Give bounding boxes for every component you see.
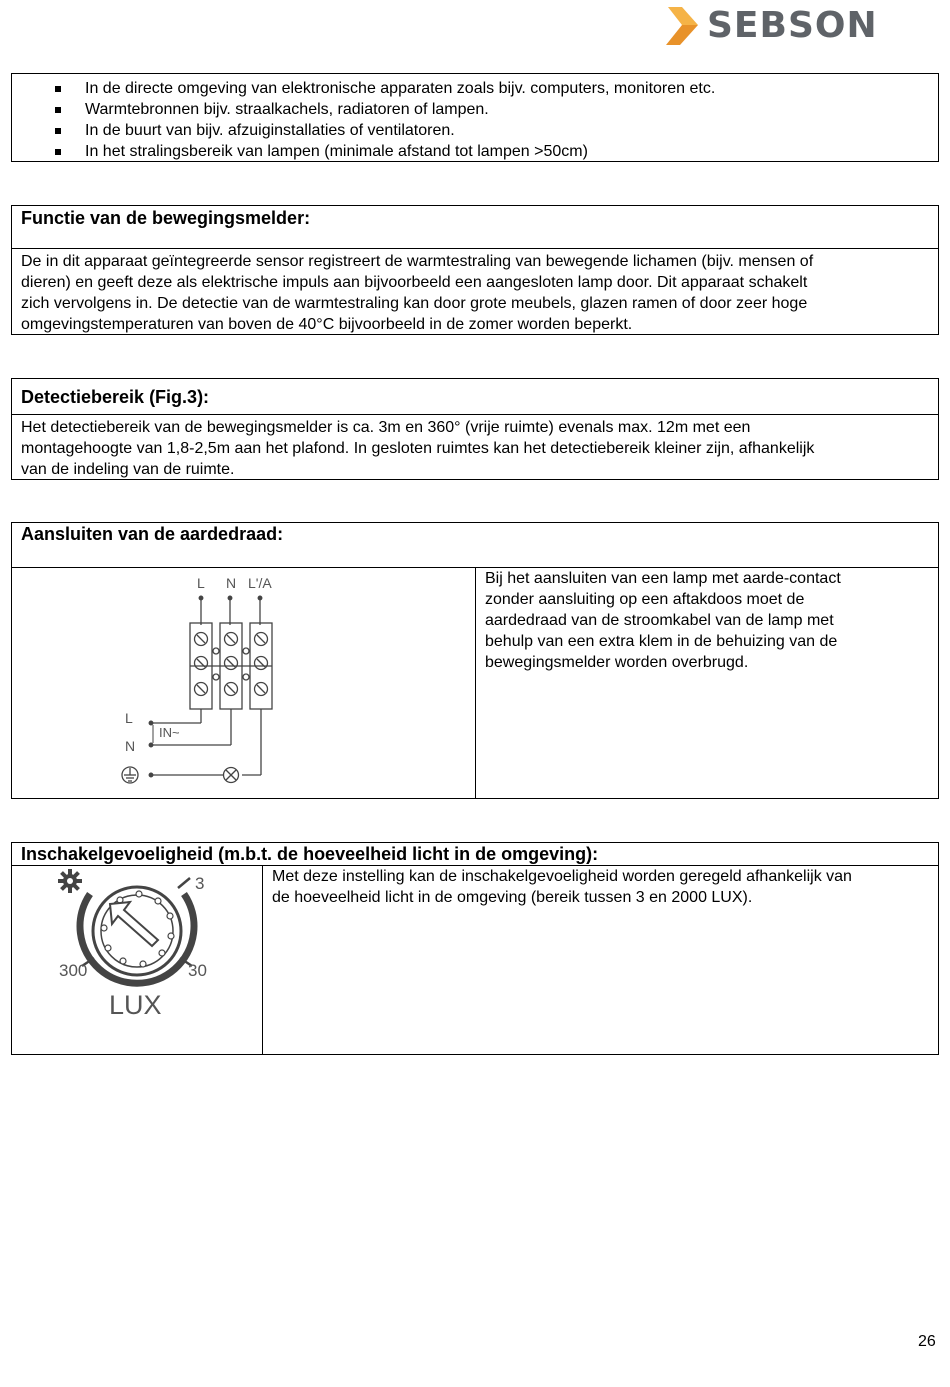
earth-wire-section [11,522,939,799]
bullet-square-icon [55,107,61,113]
intro-bullet-list [11,73,939,162]
section-title: Inschakelgevoeligheid (m.b.t. de hoeveelheid licht in de omgeving): [21,844,599,864]
page-number: 26 [918,1333,936,1350]
dial-label-3: 3 [195,874,205,893]
dial-unit-lux: LUX [109,990,162,1020]
diagram-label-N: N [226,575,237,591]
gear-icon [58,869,82,893]
ground-icon [122,767,138,783]
input-label: IN~ [159,725,180,740]
bullet-square-icon [55,86,61,92]
dial-label-300: 300 [59,961,88,980]
list-item: In het stralingsbereik van lampen (minimale afstand tot lampen >50cm) [12,141,938,162]
sensitivity-section [11,842,939,1055]
wiring-diagram [12,567,472,799]
section-body: De in dit apparaat geïntegreerde sensor registreert de warmtestraling van bewegende lichamen (bijv. mensen of dieren) en geeft deze als elektrische impuls aan bijvoorbeeld een aangesloten lamp door. Dit apparaat schakelt zich vervolgens in. De detectie van de warmtestraling kan door grote meubels, glazen ramen of door zeer hoge omgevingstemperaturen van boven de 40°C bijvoorbeeld in de zomer worden beperkt. [21,253,814,333]
function-section [11,205,939,335]
brand-logo [660,4,890,48]
section-body: Het detectiebereik van de bewegingsmelder is ca. 3m en 360° (vrije ruimte) evenals max. 12m met een montagehoogte van 1,8-2,5m aan het plafond. In gesloten ruimtes kan het detectiebereik kleiner zijn, afhankelijk van de indeling van de ruimte. [21,419,815,478]
section-title: Detectiebereik (Fig.3): [21,387,210,407]
bullet-square-icon [55,128,61,134]
bullet-square-icon [55,149,61,155]
section-body: Met deze instelling kan de inschakelgevoeligheid worden geregeld afhankelijk van de hoeveelheid licht in de omgeving (bereik tussen 3 en 2000 LUX). [272,868,852,906]
detection-section [11,378,939,480]
diagram-label-LA: L'/A [248,575,272,591]
list-item: In de directe omgeving van elektronische apparaten zoals bijv. computers, monitoren etc. [12,78,938,99]
section-title: Functie van de bewegingsmelder: [21,208,311,228]
dial-arrow-icon [110,902,158,946]
side-label-N: N [125,738,136,754]
list-item: In de buurt van bijv. afzuiginstallaties of ventilatoren. [12,120,938,141]
chevron-logo-icon [660,4,704,48]
diagram-label-L: L [197,575,205,591]
side-label-L: L [125,710,133,726]
brand-name: SEBSON [707,5,878,46]
section-body: Bij het aansluiten van een lamp met aarde-contact zonder aansluiting op een aftakdoos moet de aardedraad van de stroomkabel van de lamp met behulp van een extra klem in de behuizing van de bewegingsmelder worden overbrugd. [485,570,841,671]
lux-dial-diagram [12,866,257,1054]
section-title: Aansluiten van de aardedraad: [21,524,284,544]
dial-label-30: 30 [188,961,207,980]
list-item: Warmtebronnen bijv. straalkachels, radiatoren of lampen. [12,99,938,120]
